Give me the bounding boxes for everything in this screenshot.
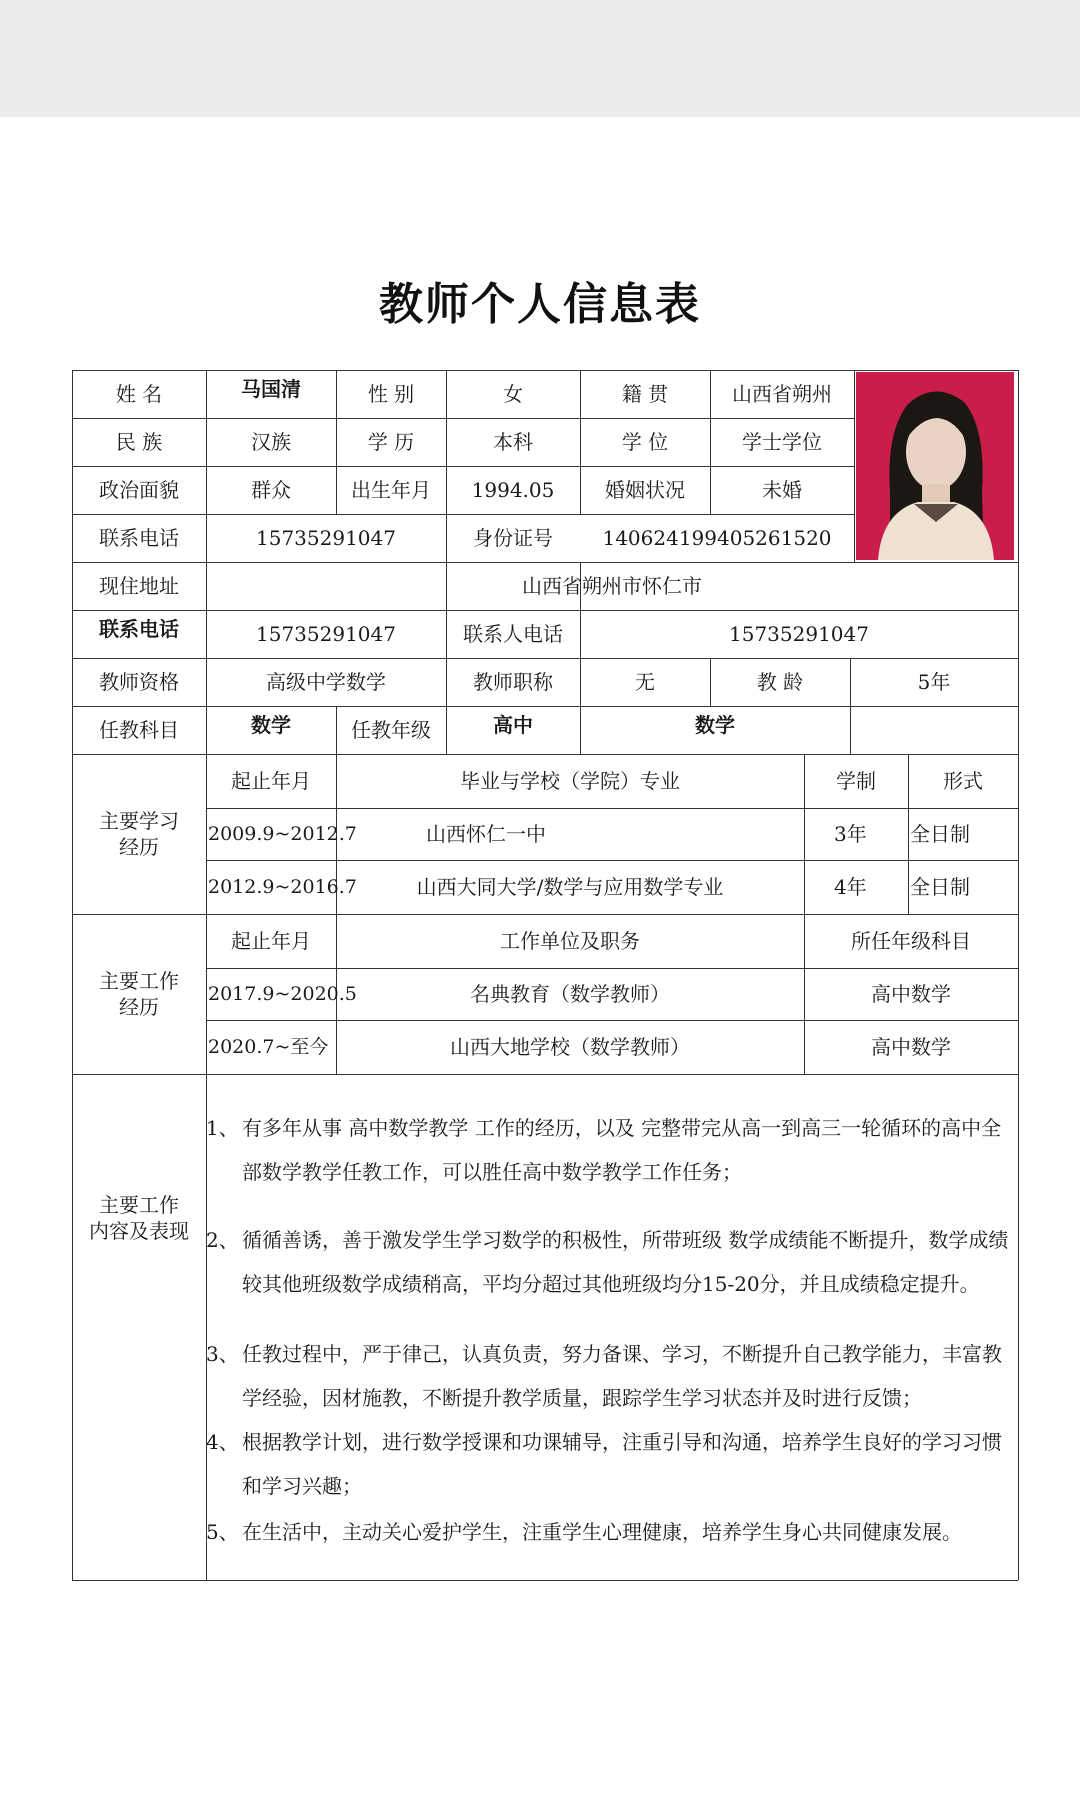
work-header-period: 起止年月: [231, 929, 311, 953]
work-row-subject: 高中数学: [871, 982, 951, 1006]
value-marital: 未婚: [762, 478, 802, 502]
work-row-period: 2020.7~至今: [208, 1035, 329, 1058]
label-address: 现住地址: [99, 574, 179, 598]
value-contact-phone: 15735291047: [729, 622, 869, 646]
label-degree: 学 位: [621, 430, 669, 454]
study-row-form: 全日制: [910, 875, 970, 899]
label-subject: 任教科目: [99, 718, 179, 742]
item-number: 5、: [206, 1520, 239, 1544]
performance-item: [206, 1332, 1018, 1420]
value-education: 本科: [493, 430, 533, 454]
value-subject: 数学: [251, 713, 291, 737]
top-bar: [0, 0, 1080, 117]
study-row-years: 4年: [834, 875, 867, 899]
item-text: 在生活中，主动关心爱护学生，注重学生心理健康，培养学生身心共同健康发展。: [242, 1520, 962, 1544]
portrait-photo: [856, 372, 1014, 560]
item-text: 任教过程中，严于律己，认真负责，努力备课、学习，不断提升自己教学能力，丰富教学经验，因材施教，不断提升教学质量，跟踪学生学习状态并及时进行反馈；: [242, 1342, 1002, 1410]
value-qualification: 高级中学数学: [266, 670, 386, 694]
value-degree: 学士学位: [742, 430, 822, 454]
avatar: [856, 372, 1014, 560]
value-name: 马国清: [241, 377, 301, 401]
label-phone-2: 联系电话: [99, 617, 179, 641]
study-section-label: 主要学习 经历: [99, 809, 179, 859]
study-row-period: 2012.9~2016.7: [208, 875, 357, 898]
label-teaching-years: 教 龄: [756, 670, 804, 694]
work-row-unit: 山西大地学校（数学教师）: [450, 1035, 690, 1059]
label-contact-phone: 联系人电话: [463, 622, 563, 646]
study-row-school: 山西大同大学/数学与应用数学专业: [416, 875, 724, 899]
info-table: [72, 370, 1018, 1580]
work-section-label: 主要工作 经历: [99, 969, 179, 1019]
work-header-subject: 所任年级科目: [851, 929, 971, 953]
performance-item: [206, 1510, 1018, 1554]
value-phone: 15735291047: [256, 526, 396, 550]
study-row-form: 全日制: [910, 822, 970, 846]
page-title: 教师个人信息表: [379, 279, 701, 330]
value-address: 山西省朔州市怀仁市: [522, 574, 702, 598]
item-text: 根据教学计划，进行数学授课和功课辅导，注重引导和沟通，培养学生良好的学习习惯和学习兴趣；: [242, 1430, 1002, 1498]
label-name: 姓 名: [115, 382, 163, 406]
label-ethnicity: 民 族: [115, 430, 163, 454]
work-row-subject: 高中数学: [871, 1035, 951, 1059]
label-marital: 婚姻状况: [605, 478, 685, 502]
value-ethnicity: 汉族: [251, 430, 291, 454]
value-gender: 女: [503, 382, 523, 406]
value-grade: 高中: [493, 713, 533, 737]
study-row-years: 3年: [834, 822, 867, 846]
label-native-place: 籍 贯: [621, 382, 669, 406]
study-header-form: 形式: [943, 769, 983, 793]
value-phone-2: 15735291047: [256, 622, 396, 646]
value-birth: 1994.05: [471, 478, 555, 502]
label-title: 教师职称: [473, 670, 553, 694]
item-number: 1、: [206, 1116, 239, 1140]
study-row-period: 2009.9~2012.7: [208, 822, 357, 845]
value-id-number: 140624199405261520: [602, 526, 832, 550]
value-native-place: 山西省朔州: [732, 382, 832, 406]
item-number: 3、: [206, 1342, 239, 1366]
study-row-school: 山西怀仁一中: [426, 822, 546, 846]
item-text: 有多年从事 高中数学教学 工作的经历，以及 完整带完从高一到高三一轮循环的高中全部数学教学任教工作，可以胜任高中数学教学工作任务；: [242, 1116, 1002, 1184]
label-gender: 性 别: [367, 382, 415, 406]
value-political-status: 群众: [251, 478, 291, 502]
label-phone: 联系电话: [99, 526, 179, 550]
value-teaching-years: 5年: [917, 670, 951, 694]
label-political-status: 政治面貌: [99, 478, 179, 502]
study-header-school: 毕业与学校（学院）专业: [460, 769, 680, 793]
performance-item: [206, 1218, 1018, 1306]
work-row-unit: 名典教育（数学教师）: [470, 982, 670, 1006]
performance-item: [206, 1420, 1018, 1508]
work-row-period: 2017.9~2020.5: [208, 982, 357, 1005]
study-header-period: 起止年月: [231, 769, 311, 793]
label-birth: 出生年月: [351, 478, 431, 502]
performance-section-label: 主要工作 内容及表现: [89, 1193, 189, 1243]
label-grade: 任教年级: [351, 718, 431, 742]
item-text: 循循善诱，善于激发学生学习数学的积极性，所带班级 数学成绩能不断提升，数学成绩较其他班级数学成绩稍高，平均分超过其他班级均分15-20分，并且成绩稳定提升。: [242, 1228, 1009, 1296]
label-qualification: 教师资格: [99, 670, 179, 694]
item-number: 4、: [206, 1430, 239, 1454]
label-education: 学 历: [367, 430, 415, 454]
item-number: 2、: [206, 1228, 239, 1252]
value-grade-subject: 数学: [695, 713, 735, 737]
performance-item: [206, 1106, 1018, 1194]
value-title: 无: [635, 670, 655, 694]
study-header-years: 学制: [836, 769, 876, 793]
work-header-unit: 工作单位及职务: [500, 929, 640, 953]
label-id-number: 身份证号: [473, 526, 553, 550]
